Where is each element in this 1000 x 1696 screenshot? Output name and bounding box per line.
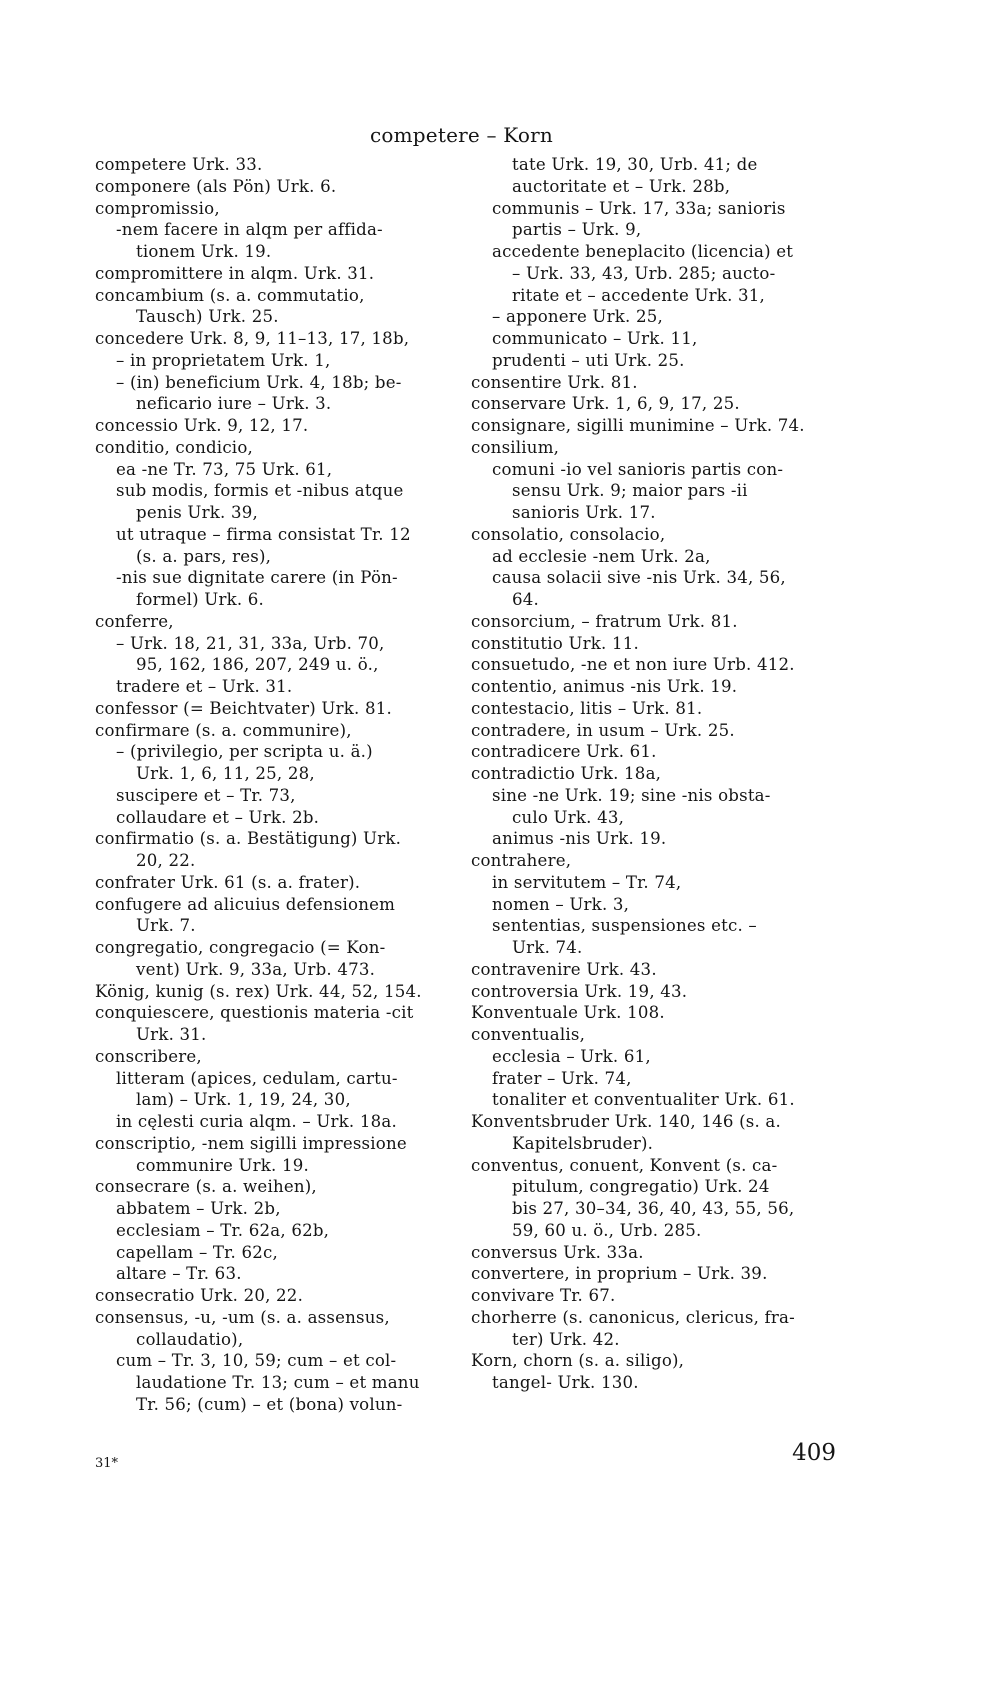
index-entry: convivare Tr. 67. <box>471 1286 616 1305</box>
index-entry: consorcium, – fratrum Urk. 81. <box>471 611 738 631</box>
index-subentry-line: altare – Tr. 63. <box>116 1264 242 1284</box>
index-subentry-line: in cęlesti curia alqm. – Urk. 18a. <box>116 1112 397 1131</box>
index-entry: contravenire Urk. 43. <box>471 959 657 979</box>
index-subentry-line: abbatem – Urk. 2b, <box>116 1199 281 1218</box>
index-entry: conventualis, <box>471 1025 586 1044</box>
index-subentry-line: tate Urk. 19, 30, Urb. 41; de <box>512 155 758 174</box>
index-entry: conscriptio, -nem sigilli impressione <box>95 1133 407 1153</box>
index-entry: conferre, <box>95 611 174 631</box>
running-head: competere – Korn <box>370 123 553 147</box>
index-subentry-line: auctoritate et – Urk. 28b, <box>512 176 731 196</box>
index-subentry-line: Urk. 74. <box>512 938 583 957</box>
index-subentry-line: sine -ne Urk. 19; sine -nis obsta- <box>492 785 771 805</box>
index-entry: compromissio, <box>95 198 220 218</box>
index-entry: competere Urk. 33. <box>95 155 263 174</box>
index-entry: König, kunig (s. rex) Urk. 44, 52, 154. <box>95 981 422 1001</box>
index-entry: concessio Urk. 9, 12, 17. <box>95 416 309 435</box>
index-subentry-line: tionem Urk. 19. <box>136 242 272 261</box>
index-entry: consensus, -u, -um (s. a. assensus, <box>95 1307 390 1327</box>
index-subentry-line: lam) – Urk. 1, 19, 24, 30, <box>136 1090 351 1110</box>
index-subentry-line: causa solacii sive -nis Urk. 34, 56, <box>492 568 786 588</box>
index-entry: convertere, in proprium – Urk. 39. <box>471 1264 768 1284</box>
index-subentry-line: ritate et – accedente Urk. 31, <box>512 285 766 305</box>
index-subentry-line: pitulum, congregatio) Urk. 24 <box>512 1177 770 1197</box>
index-subentry-line: in servitutem – Tr. 74, <box>492 872 682 892</box>
index-subentry-line: nomen – Urk. 3, <box>492 894 630 914</box>
index-subentry-line: 95, 162, 186, 207, 249 u. ö., <box>136 655 379 675</box>
index-subentry-line: laudatione Tr. 13; cum – et manu <box>136 1373 420 1392</box>
index-entry: contrahere, <box>471 851 572 870</box>
index-subentry-line: sub modis, formis et -nibus atque <box>116 481 404 501</box>
index-subentry-line: 20, 22. <box>136 851 196 870</box>
index-column-left <box>95 154 440 1416</box>
index-entry: contradicere Urk. 61. <box>471 742 657 762</box>
index-subentry-line: communire Urk. 19. <box>136 1155 309 1175</box>
index-subentry-line: vent) Urk. 9, 33a, Urb. 473. <box>136 959 376 979</box>
index-subentry-line: bis 27, 30–34, 36, 40, 43, 55, 56, <box>512 1199 795 1218</box>
index-entry: conventus, conuent, Konvent (s. ca- <box>471 1155 778 1175</box>
index-subentry-line: 59, 60 u. ö., Urb. 285. <box>512 1220 702 1240</box>
index-entry: congregatio, congregacio (= Kon- <box>95 938 386 957</box>
index-subentry-line: capellam – Tr. 62c, <box>116 1242 278 1262</box>
index-subentry-line: sententias, suspensiones etc. – <box>492 916 757 936</box>
index-subentry-line: Urk. 7. <box>136 916 196 936</box>
index-subentry-line: ut utraque – firma consistat Tr. 12 <box>116 524 411 544</box>
index-entry: conditio, condicio, <box>95 437 253 457</box>
index-subentry-line: frater – Urk. 74, <box>492 1068 632 1088</box>
index-subentry-line: Tausch) Urk. 25. <box>136 307 279 327</box>
signature-mark: 31* <box>95 1456 119 1471</box>
index-entry: confrater Urk. 61 (s. a. frater). <box>95 872 361 892</box>
index-subentry-line: ea -ne Tr. 73, 75 Urk. 61, <box>116 459 333 479</box>
index-subentry-line: penis Urk. 39, <box>136 503 258 522</box>
index-entry: confugere ad alicuius defensionem <box>95 894 396 914</box>
index-entry: consentire Urk. 81. <box>471 372 638 392</box>
index-subentry-line: – (in) beneficium Urk. 4, 18b; be- <box>116 372 402 392</box>
index-entry: consolatio, consolacio, <box>471 524 666 544</box>
index-subentry-line: -nis sue dignitate carere (in Pön- <box>116 568 398 588</box>
index-subentry-line: collaudatio), <box>136 1329 244 1349</box>
index-subentry-line: formel) Urk. 6. <box>136 590 265 609</box>
index-entry: conversus Urk. 33a. <box>471 1242 644 1262</box>
index-entry: consilium, <box>471 437 560 457</box>
index-subentry-line: collaudare et – Urk. 2b. <box>116 807 320 827</box>
index-subentry-line: neficario iure – Urk. 3. <box>136 394 332 414</box>
index-column-right <box>471 154 811 1394</box>
index-entry: confirmare (s. a. communire), <box>95 720 352 740</box>
index-entry: componere (als Pön) Urk. 6. <box>95 176 337 196</box>
index-subentry-line: tradere et – Urk. 31. <box>116 677 293 696</box>
index-subentry-line: – apponere Urk. 25, <box>492 307 663 327</box>
index-entry: contradere, in usum – Urk. 25. <box>471 720 735 740</box>
index-subentry-line: Kapitelsbruder). <box>512 1133 654 1153</box>
index-entry: consuetudo, -ne et non iure Urb. 412. <box>471 655 795 675</box>
index-entry: consecrare (s. a. weihen), <box>95 1177 317 1197</box>
index-entry: contentio, animus -nis Urk. 19. <box>471 677 738 696</box>
index-entry: compromittere in alqm. Urk. 31. <box>95 263 375 283</box>
index-subentry-line: ecclesia – Urk. 61, <box>492 1046 651 1066</box>
index-subentry-line: – Urk. 18, 21, 31, 33a, Urb. 70, <box>116 633 385 653</box>
index-entry: Konventsbruder Urk. 140, 146 (s. a. <box>471 1112 781 1131</box>
index-subentry-line: communis – Urk. 17, 33a; sanioris <box>492 198 786 218</box>
index-subentry-line: – (privilegio, per scripta u. ä.) <box>116 742 373 762</box>
index-subentry-line: tonaliter et conventualiter Urk. 61. <box>492 1090 795 1110</box>
index-subentry-line: ad ecclesie -nem Urk. 2a, <box>492 546 711 566</box>
index-subentry-line: ecclesiam – Tr. 62a, 62b, <box>116 1220 330 1240</box>
index-entry: conscribere, <box>95 1046 202 1066</box>
index-entry: concambium (s. a. commutatio, <box>95 285 365 305</box>
index-entry: controversia Urk. 19, 43. <box>471 981 688 1001</box>
index-subentry-line: – Urk. 33, 43, Urb. 285; aucto- <box>512 263 776 283</box>
index-entry: consignare, sigilli munimine – Urk. 74. <box>471 416 805 435</box>
index-subentry-line: -nem facere in alqm per affida- <box>116 220 383 240</box>
index-subentry-line: Tr. 56; (cum) – et (bona) volun- <box>136 1394 403 1414</box>
page-number: 409 <box>792 1440 836 1466</box>
index-subentry-line: partis – Urk. 9, <box>512 220 642 240</box>
index-subentry-line: tangel- Urk. 130. <box>492 1373 639 1392</box>
index-entry: chorherre (s. canonicus, clericus, fra- <box>471 1307 795 1327</box>
index-entry: contestacio, litis – Urk. 81. <box>471 698 703 718</box>
index-entry: conquiescere, questionis materia -cit <box>95 1003 414 1023</box>
index-subentry-line: – in proprietatem Urk. 1, <box>116 350 331 370</box>
index-subentry-line: communicato – Urk. 11, <box>492 329 698 348</box>
index-entry: confessor (= Beichtvater) Urk. 81. <box>95 698 392 718</box>
index-entry: Korn, chorn (s. a. siligo), <box>471 1351 685 1371</box>
index-entry: confirmatio (s. a. Bestätigung) Urk. <box>95 829 402 849</box>
index-subentry-line: Urk. 31. <box>136 1025 207 1044</box>
index-subentry-line: sanioris Urk. 17. <box>512 503 656 522</box>
index-entry: conservare Urk. 1, 6, 9, 17, 25. <box>471 394 740 414</box>
index-subentry-line: animus -nis Urk. 19. <box>492 829 667 849</box>
index-subentry-line: ter) Urk. 42. <box>512 1329 620 1349</box>
index-subentry-line: accedente beneplacito (licencia) et <box>492 242 794 261</box>
index-subentry-line: sensu Urk. 9; maior pars -ii <box>512 481 748 501</box>
index-subentry-line: suscipere et – Tr. 73, <box>116 785 296 805</box>
index-entry: consecratio Urk. 20, 22. <box>95 1286 304 1305</box>
index-subentry-line: prudenti – uti Urk. 25. <box>492 350 685 370</box>
index-subentry-line: (s. a. pars, res), <box>136 546 272 566</box>
index-entry: constitutio Urk. 11. <box>471 633 639 653</box>
index-subentry-line: culo Urk. 43, <box>512 807 625 827</box>
index-subentry-line: comuni -io vel sanioris partis con- <box>492 459 784 479</box>
index-subentry-line: cum – Tr. 3, 10, 59; cum – et col- <box>116 1351 397 1371</box>
index-subentry-line: 64. <box>512 590 539 609</box>
index-entry: concedere Urk. 8, 9, 11–13, 17, 18b, <box>95 329 410 348</box>
index-subentry-line: litteram (apices, cedulam, cartu- <box>116 1068 398 1088</box>
index-entry: contradictio Urk. 18a, <box>471 764 662 783</box>
index-subentry-line: Urk. 1, 6, 11, 25, 28, <box>136 764 315 783</box>
index-entry: Konventuale Urk. 108. <box>471 1003 665 1023</box>
